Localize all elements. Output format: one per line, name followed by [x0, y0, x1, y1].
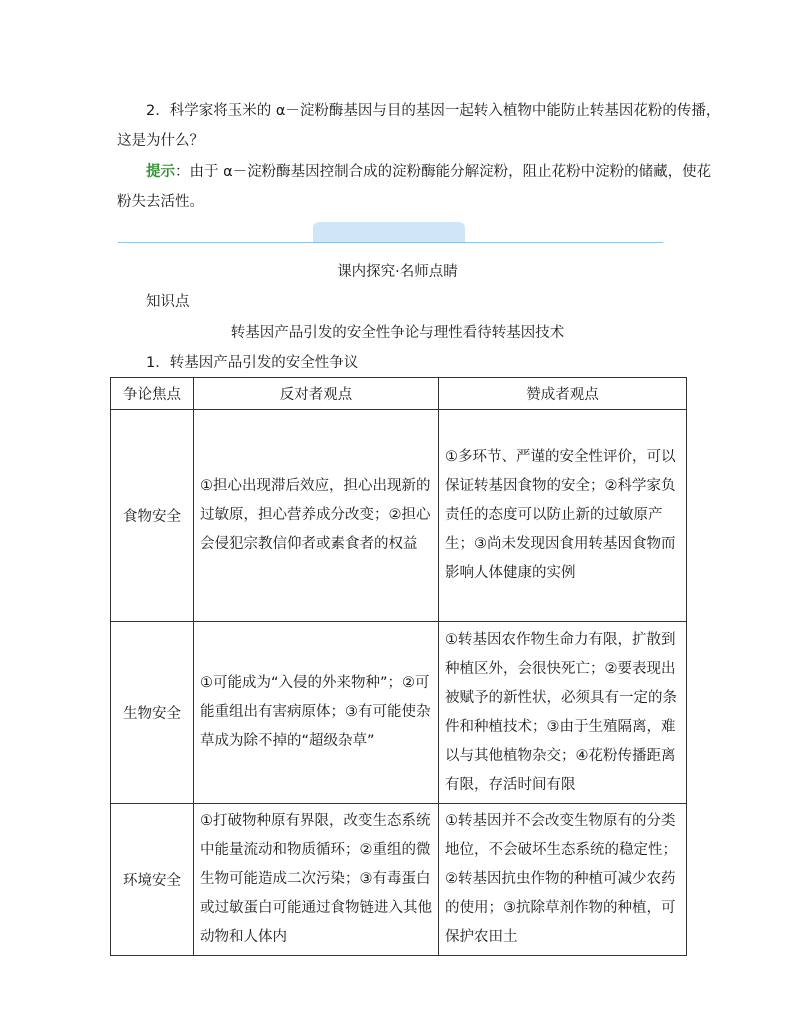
- section-tab-decoration: [313, 222, 465, 243]
- supporter-text: ①转基因农作物生命力有限，扩散到种植区外，会很快死亡；②要表现出被赋予的新性状，必须具有一定的条件和种植技术；③由于生殖隔离，难以与其他植物杂交；④花粉传播距离有限，存活时间有限: [445, 631, 677, 793]
- knowledge-label: 知识点: [146, 294, 190, 310]
- question-line-1: 2．科学家将玉米的 α－淀粉酶基因与目的基因一起转入植物中能防止转基因花粉的传播，: [146, 103, 721, 119]
- question-line-2: 这是为什么？: [117, 133, 204, 149]
- section-title: 课内探究·名师点睛: [337, 264, 458, 280]
- opponent-text: ①担心出现滞后效应，担心出现新的过敏原，担心营养成分改变；②担心会侵犯宗教信仰者或素食者的权益: [200, 478, 431, 552]
- focus-cell: 环境安全: [111, 804, 194, 956]
- supporter-cell: [439, 410, 687, 622]
- opponent-text: ①可能成为“入侵的外来物种”；②可能重组出有害病原体；③有可能使杂草成为除不掉的“超级杂草”: [200, 675, 431, 749]
- opponent-cell: [194, 804, 439, 956]
- supporter-text: ①转基因并不会改变生物原有的分类地位，不会破坏生态系统的稳定性；②转基因抗虫作物的种植可减少农药的使用；③抗除草剂作物的种植，可保护农田土: [445, 813, 677, 945]
- hint-line-2: 粉失去活性。: [117, 194, 204, 210]
- focus-cell: 生物安全: [111, 622, 194, 804]
- table-row: [111, 804, 687, 956]
- section-divider: [118, 242, 663, 243]
- hint-text: ：由于 α－淀粉酶基因控制合成的淀粉酶能分解淀粉，阻止花粉中淀粉的储藏，使花: [175, 164, 712, 180]
- table-header-row: [111, 378, 687, 410]
- header-supporter: 赞成者观点: [439, 378, 687, 410]
- supporter-cell: [439, 804, 687, 956]
- table-row: [111, 622, 687, 804]
- supporter-cell: [439, 622, 687, 804]
- opponent-cell: [194, 410, 439, 622]
- header-opponent: 反对者观点: [194, 378, 439, 410]
- focus-cell: 食物安全: [111, 410, 194, 622]
- topic-title: 转基因产品引发的安全性争论与理性看待转基因技术: [230, 325, 565, 341]
- header-focus: 争论焦点: [111, 378, 194, 410]
- hint-label: 提示: [146, 164, 175, 180]
- sub-heading: 1．转基因产品引发的安全性争议: [146, 355, 359, 371]
- table-row: [111, 410, 687, 622]
- safety-debate-table: [110, 377, 687, 956]
- opponent-cell: [194, 622, 439, 804]
- opponent-text: ①打破物种原有界限，改变生态系统中能量流动和物质循环；②重组的微生物可能造成二次污染；③有毒蛋白或过敏蛋白可能通过食物链进入其他动物和人体内: [200, 813, 432, 945]
- hint-line-1: [146, 162, 711, 182]
- supporter-text: ①多环节、严谨的安全性评价，可以保证转基因食物的安全；②科学家负责任的态度可以防止新的过敏原产生；③尚未发现因食用转基因食物而影响人体健康的实例: [445, 449, 676, 581]
